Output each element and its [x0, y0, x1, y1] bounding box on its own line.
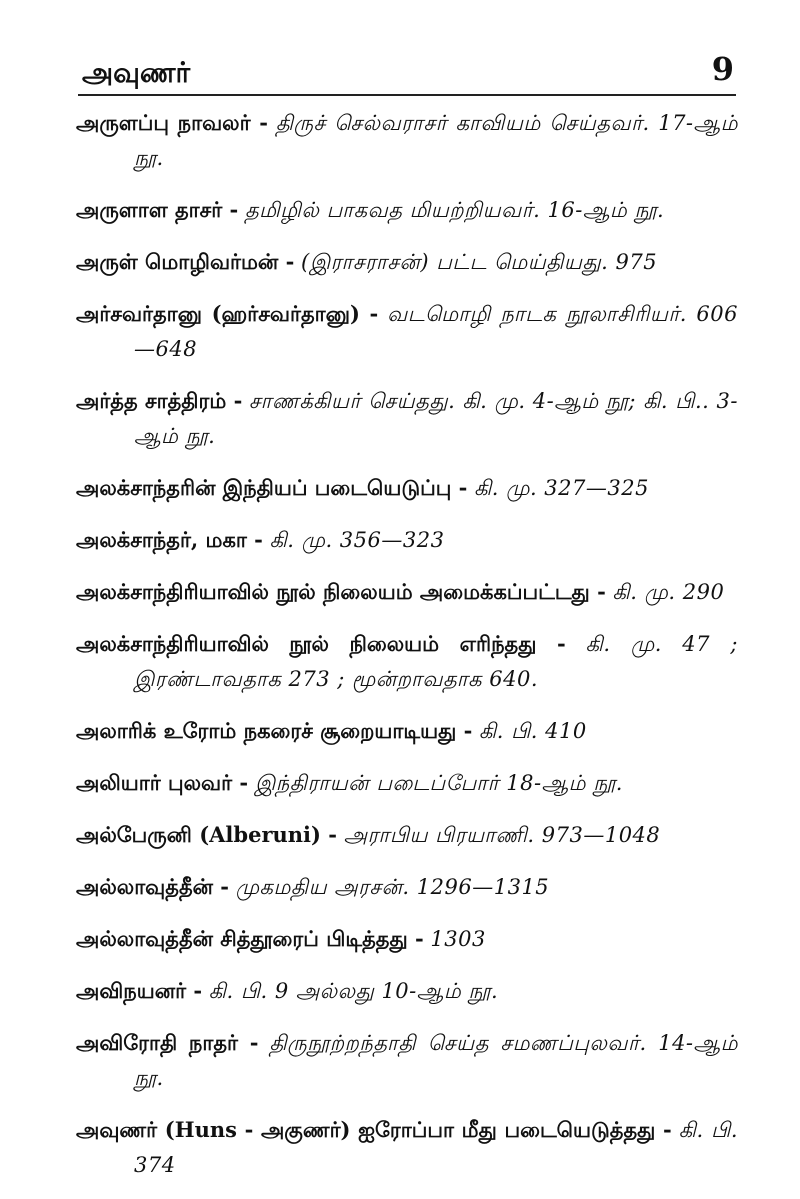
entry-headword: அல்பேருனி (Alberuni) - — [76, 822, 337, 847]
entry-headword: அர்த்த சாத்திரம் - — [76, 388, 243, 413]
dictionary-entry — [76, 765, 738, 801]
dictionary-entry — [76, 296, 738, 367]
entry-headword: அல்லாவுத்தீன் சித்தூரைப் பிடித்தது - — [76, 926, 424, 951]
entry-description: முகமதிய அரசன். 1296—1315 — [235, 875, 550, 899]
entry-headword: அருள் மொழிவர்மன் - — [76, 249, 295, 274]
dictionary-entry — [76, 192, 738, 228]
entry-description: கி. பி. 374 — [134, 1118, 738, 1177]
entry-headword: அலாரிக் உரோம் நகரைச் சூறையாடியது - — [76, 718, 473, 743]
dictionary-entry — [76, 817, 738, 853]
entry-headword: அலக்சாந்திரியாவில் நூல் நிலையம் அமைக்கப்பட்டது - — [76, 579, 606, 604]
dictionary-entry — [76, 626, 738, 697]
entry-description: கி. பி. 9 அல்லது 10-ஆம் நூ. — [208, 979, 499, 1003]
entry-description: கி. மு. 47 ; இரண்டாவதாக 273 ; மூன்றாவதாக 640. — [134, 632, 738, 691]
entry-description: கி. மு. 327—325 — [474, 476, 649, 500]
dictionary-entry — [76, 1025, 738, 1096]
entry-headword: அல்லாவுத்தீன் - — [76, 874, 230, 899]
page-number: 9 — [711, 50, 734, 88]
entry-list — [76, 105, 738, 1199]
entry-headword: அருளப்பு நாவலர் - — [76, 110, 268, 135]
entry-description: இந்திராயன் படைப்போர் 18-ஆம் நூ. — [254, 771, 623, 795]
dictionary-entry — [76, 973, 738, 1009]
entry-description: 1303 — [430, 927, 486, 951]
entry-headword: அலியார் புலவர் - — [76, 770, 249, 795]
dictionary-entry — [76, 921, 738, 957]
entry-headword: அலக்சாந்தர், மகா - — [76, 527, 263, 552]
entry-description: திருநூற்றந்தாதி செய்த சமணப்புலவர். 14-ஆம் நூ. — [134, 1031, 738, 1090]
dictionary-entry — [76, 713, 738, 749]
dictionary-entry — [76, 574, 738, 610]
entry-headword: அவுணர் (Huns - அகுணர்) ஐரோப்பா மீது படையெடுத்தது - — [76, 1117, 672, 1142]
dictionary-entry — [76, 869, 738, 905]
entry-headword: அர்சவர்தானு (ஹர்சவர்தானு) - — [76, 301, 379, 326]
entry-description: தமிழில் பாகவத மியற்றியவர். 16-ஆம் நூ. — [244, 198, 665, 222]
entry-description: (இராசராசன்) பட்ட மெய்தியது. 975 — [301, 250, 658, 274]
dictionary-entry — [76, 470, 738, 506]
dictionary-entry — [76, 522, 738, 558]
dictionary-entry — [76, 383, 738, 454]
entry-description: சாணக்கியர் செய்தது. கி. மு. 4-ஆம் நூ; கி. பி.. 3-ஆம் நூ. — [134, 389, 738, 448]
entry-description: கி. பி. 410 — [479, 719, 587, 743]
dictionary-entry — [76, 1112, 738, 1183]
entry-headword: அவிநயனர் - — [76, 978, 203, 1003]
running-head: அவுணர் — [82, 56, 191, 89]
entry-headword: அலக்சாந்தரின் இந்தியப் படையெடுப்பு - — [76, 475, 468, 500]
entry-description: திருச் செல்வராசர் காவியம் செய்தவர். 17-ஆம் நூ. — [134, 111, 738, 170]
entry-description: கி. மு. 356—323 — [269, 528, 445, 552]
entry-description: வடமொழி நாடக நூலாசிரியர். 606—648 — [134, 302, 738, 361]
entry-description: அராபிய பிரயாணி. 973—1048 — [343, 823, 661, 847]
entry-headword: அவிரோதி நாதர் - — [76, 1030, 259, 1055]
entry-headword: அலக்சாந்திரியாவில் நூல் நிலையம் எரிந்தது - — [76, 631, 566, 656]
entry-headword: அருளாள தாசர் - — [76, 197, 239, 222]
header-rule — [78, 94, 736, 96]
dictionary-entry — [76, 105, 738, 176]
entry-description: கி. மு. 290 — [612, 580, 725, 604]
dictionary-entry — [76, 244, 738, 280]
